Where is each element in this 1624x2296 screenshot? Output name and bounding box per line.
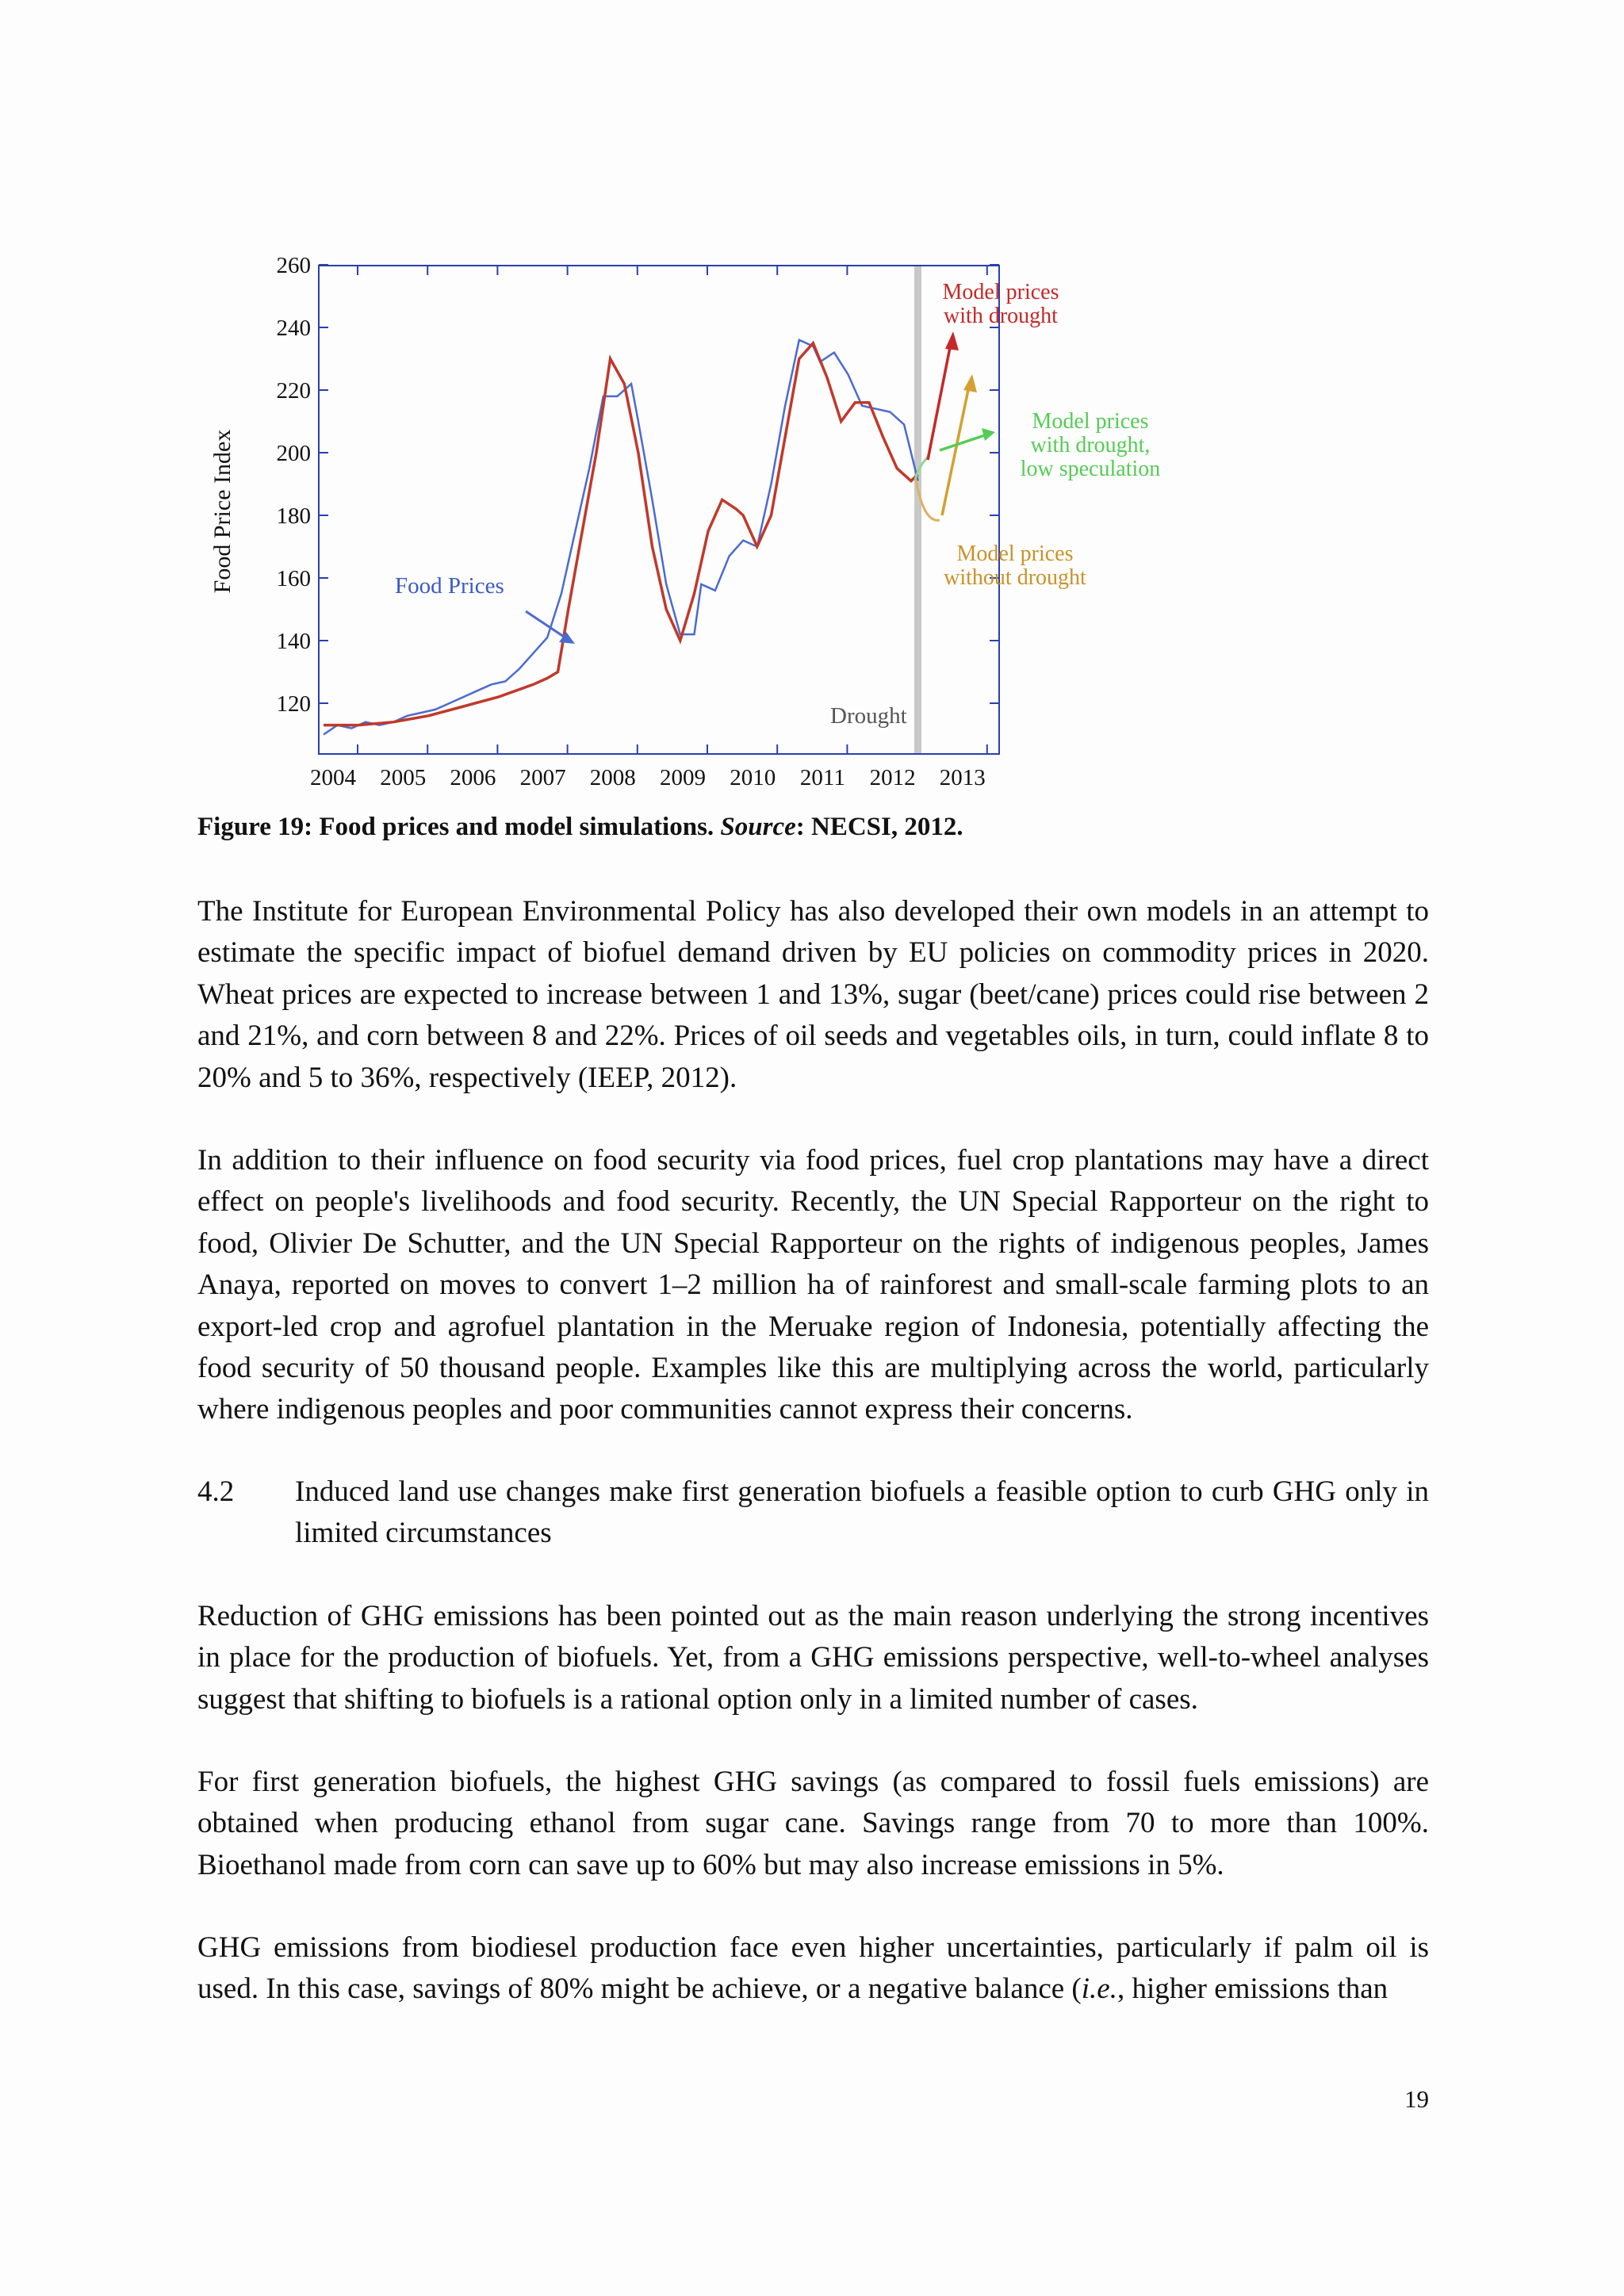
- section-heading: [197, 1471, 1429, 1555]
- biodiesel-text-a: GHG emissions from biodiesel production face even higher uncertainties, particularly if palm oil is used. In this case, savings of 80% might be achieve, or a negative balance (: [197, 1931, 1429, 2006]
- figure-caption: [197, 813, 963, 842]
- with-drought-label-1: Model prices: [942, 280, 1059, 304]
- food-price-chart: [198, 238, 1189, 809]
- section-title: Induced land use changes make first generation biofuels a feasible option to curb GHG only in limited circumstances: [295, 1475, 1429, 1550]
- y-tick-label: 240: [276, 316, 311, 341]
- low-speculation-label-1: Model prices: [1032, 409, 1149, 434]
- x-tick-label: 2004: [310, 765, 356, 790]
- without-drought-arrowhead: [963, 374, 977, 392]
- x-tick-label: 2013: [939, 765, 986, 790]
- y-tick-label: 140: [276, 629, 311, 654]
- x-tick-label: 2011: [799, 765, 845, 790]
- x-tick-label: 2006: [450, 765, 496, 790]
- paragraph-ieep: The Institute for European Environmental Policy has also developed their own models in an attempt to estimate the specific impact of biofuel demand driven by EU policies on commodity prices in 2020. Wheat prices are expected to increase between 1 and 13%, sugar (beet/cane) prices could rise between 2 and 21%, and corn between 8 and 22%. Prices of oil seeds and vegetables oils, in turn, could inflate 8 to 20% and 5 to 36%, respectively (IEEP, 2012).: [197, 895, 1429, 1094]
- plot-frame: [319, 266, 999, 754]
- model-prices-line: [324, 343, 918, 725]
- drought-label: Drought: [830, 703, 907, 729]
- without-drought-label-2: without drought: [944, 565, 1086, 590]
- y-tick-label: 220: [276, 378, 311, 404]
- y-tick-label: 200: [276, 441, 311, 466]
- low-speculation-label-3: low speculation: [1020, 457, 1161, 481]
- x-tick-label: 2005: [380, 765, 427, 790]
- paragraph-biodiesel: [197, 1927, 1429, 2011]
- x-tick-label: 2012: [869, 765, 916, 790]
- paragraph-livelihoods: In addition to their influence on food security via food prices, fuel crop plantations may have a direct effect on people's livelihoods and food security. Recently, the UN Special Rapporteur on the right to food, Olivier De Schutter, and the UN Special Rapporteur on the rights of indigenous peoples, James Anaya, reported on moves to convert 1–2 million ha of rainforest and small-scale farming plots to an export-led crop and agrofuel plantation in the Meruake region of Indonesia, potentially affecting the food security of 50 thousand people. Examples like this are multiplying across the world, particularly where indigenous peoples and poor communities cannot express their concerns.: [197, 1144, 1429, 1426]
- y-tick-label: 120: [276, 691, 311, 717]
- caption-rest: : NECSI, 2012.: [795, 813, 963, 841]
- y-tick-labels: [277, 253, 312, 717]
- x-tick-label: 2010: [730, 765, 776, 790]
- with-drought-arrow: [928, 339, 952, 460]
- x-tick-label: 2008: [589, 765, 636, 790]
- without-drought-label-1: Model prices: [956, 541, 1074, 566]
- biodiesel-text-b: , higher emissions than: [1116, 1973, 1388, 2006]
- x-tick-label: 2009: [660, 765, 706, 790]
- with-drought-arrowhead: [945, 331, 959, 350]
- section-number: 4.2: [197, 1475, 235, 1508]
- y-tick-label: 260: [276, 253, 311, 278]
- caption-label: Figure 19: Food prices and model simulations.: [197, 813, 721, 841]
- low-speculation-label-2: with drought,: [1030, 433, 1151, 457]
- axis-ticks: [319, 265, 999, 754]
- with-drought-label-2: with drought: [944, 304, 1058, 328]
- y-axis-label: Food Price Index: [209, 429, 236, 594]
- low-speculation-arrowhead: [982, 428, 995, 441]
- paragraph-ghg-reduction: Reduction of GHG emissions has been pointed out as the main reason underlying the strong incentives in place for the production of biofuels. Yet, from a GHG emissions perspective, well-to-wheel analyses suggest that shifting to biofuels is a rational option only in a limited number of cases.: [197, 1600, 1429, 1716]
- food-prices-label: Food Prices: [395, 573, 504, 599]
- drought-band: [914, 266, 921, 753]
- page-number: 19: [1404, 2085, 1429, 2113]
- x-tick-label: 2007: [519, 765, 566, 790]
- paragraph-first-generation: For first generation biofuels, the highest GHG savings (as compared to fossil fuels emissions) are obtained when producing ethanol from sugar cane. Savings range from 70 to more than 100%. Bioethanol made from corn can save up to 60% but may also increase emissions in 5%.: [197, 1766, 1429, 1881]
- x-tick-labels: [310, 765, 986, 790]
- y-tick-label: 180: [276, 503, 311, 529]
- low-speculation-arrow: [940, 434, 987, 450]
- caption-source-word: Source: [720, 813, 796, 841]
- biodiesel-text-em: i.e.: [1081, 1973, 1117, 2006]
- food-prices-line: [324, 340, 918, 735]
- y-tick-label: 160: [276, 566, 311, 591]
